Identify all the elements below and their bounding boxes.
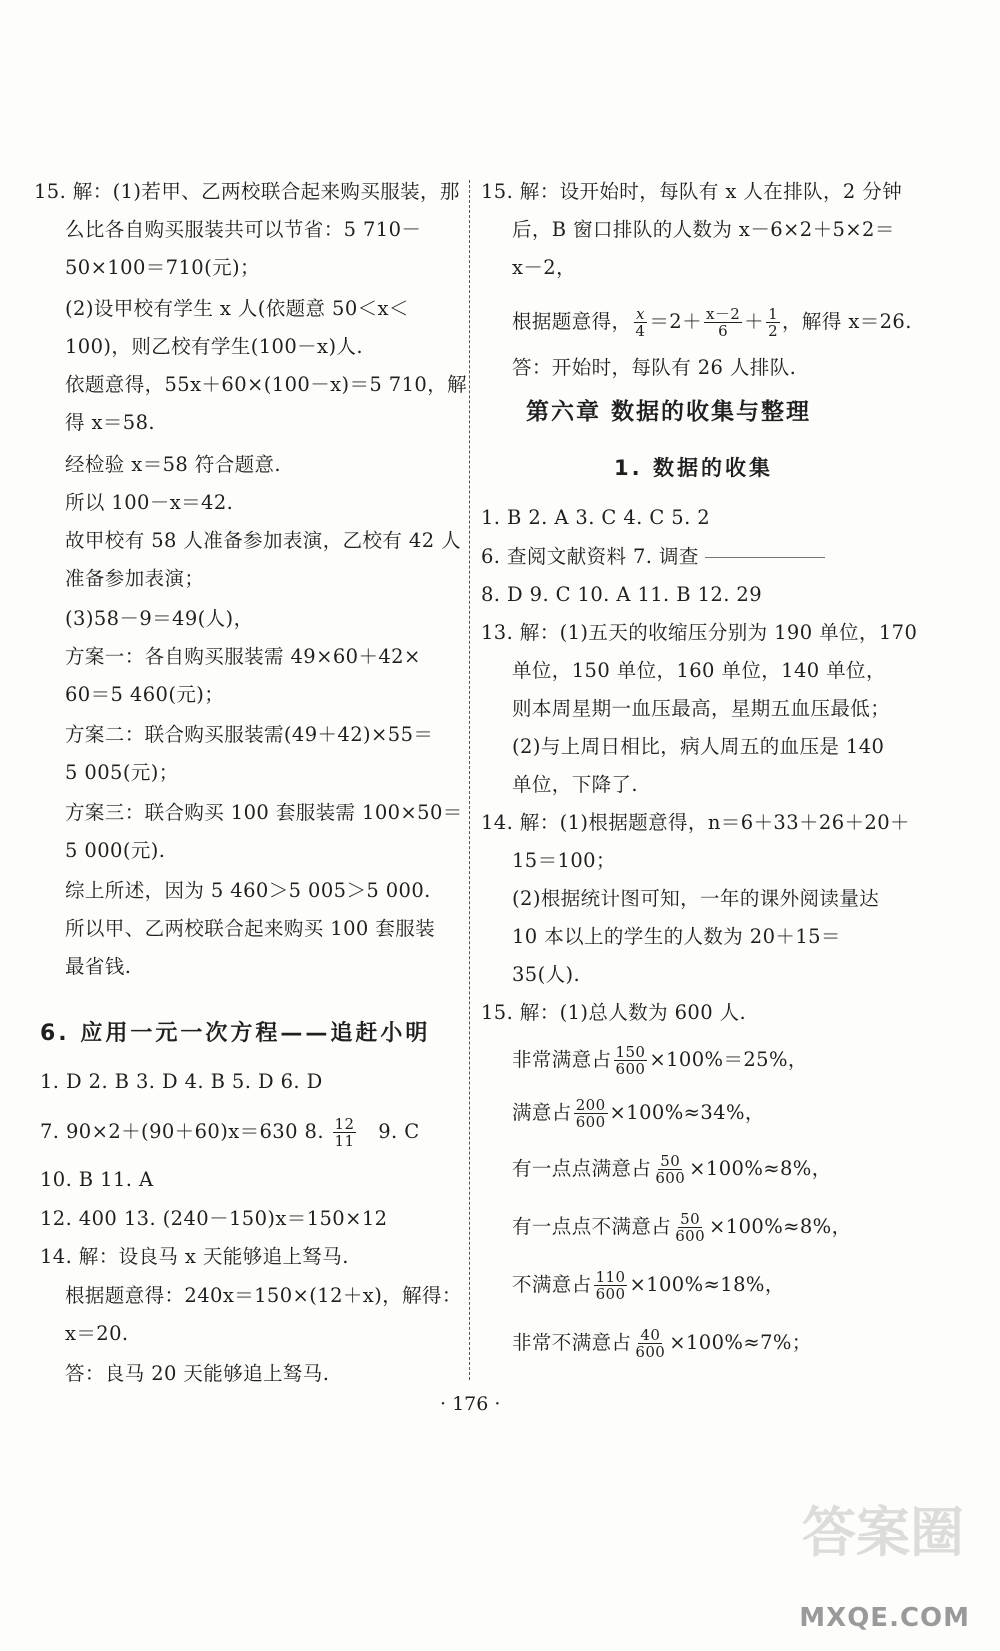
left-q15-line: 得 x＝58.: [65, 411, 156, 434]
left-q14-line: x＝20.: [65, 1322, 129, 1345]
answer-8-fraction: [333, 1116, 357, 1149]
percentage-line: [481, 1097, 765, 1130]
left-q15-line: 综上所述，因为 5 460＞5 005＞5 000.: [65, 879, 431, 902]
right-q13-line: 单位，150 单位，160 单位，140 单位，: [512, 659, 886, 682]
right-q14-line: 15＝100；: [512, 849, 616, 872]
answers-6-7-text: 6. 查阅文献资料 7. 调查: [481, 545, 699, 568]
left-q15-line: 方案二：联合购买服装需(49＋42)×55＝: [65, 723, 434, 746]
percentage-label: 不满意占: [512, 1273, 592, 1296]
blank-underline: [705, 557, 825, 558]
right-q15-equation: [481, 306, 912, 339]
right-q15-answer: 答：开始时，每队有 26 人排队.: [512, 356, 797, 379]
fraction: [704, 306, 742, 339]
fraction: [614, 1044, 648, 1077]
right-q15-line: 15. 解：设开始时，每队有 x 人在排队，2 分钟: [481, 180, 903, 203]
equation-prefix: 根据题意得，: [512, 310, 632, 333]
fraction-denominator: 11: [334, 1132, 355, 1150]
equation-plus: ＋: [744, 310, 765, 333]
page-number: · 176 ·: [440, 1393, 501, 1415]
fraction-denominator: 6: [718, 322, 729, 340]
left-q15-line: 15. 解：(1)若甲、乙两校联合起来购买服装，那: [34, 180, 460, 203]
column-divider: [469, 180, 470, 1380]
section-6-title: 6. 应用一元一次方程——追赶小明: [40, 1021, 431, 1046]
left-q15-line: 50×100＝710(元)；: [65, 256, 260, 279]
right-q14-line: 14. 解：(1)根据题意得，n＝6＋33＋26＋20＋: [481, 811, 910, 834]
fraction-numerator: 150: [615, 1043, 646, 1061]
percentage-label: 有一点点满意占: [512, 1157, 652, 1180]
fraction-numerator: x: [635, 305, 645, 323]
fraction: [574, 1097, 608, 1130]
percentage-result: ×100%≈8%，: [709, 1215, 852, 1238]
fraction-numerator: 50: [680, 1210, 701, 1228]
left-q15-line: 5 000(元).: [65, 839, 166, 862]
fraction-denominator: 600: [655, 1169, 686, 1187]
fraction: [633, 1327, 667, 1360]
fraction-denominator: 600: [575, 1113, 606, 1131]
equation-suffix: ，解得 x＝26.: [782, 310, 912, 333]
fraction-denominator: 2: [768, 322, 779, 340]
left-q15-line: 方案三：联合购买 100 套服装需 100×50＝: [65, 801, 463, 824]
right-q14-line: 35(人).: [512, 963, 581, 986]
answers-6-7: [481, 545, 825, 569]
fraction-numerator: 40: [640, 1326, 661, 1344]
watermark-logo-text: 答案圈: [802, 1501, 964, 1564]
fraction-denominator: 600: [675, 1227, 706, 1245]
left-q15-line: 么比各自购买服装共可以节省：5 710－: [65, 218, 422, 241]
percentage-line: [481, 1327, 812, 1360]
fraction-numerator: 200: [575, 1096, 606, 1114]
percentage-label: 有一点点不满意占: [512, 1215, 672, 1238]
percentage-line: [481, 1269, 785, 1302]
percentage-line: [481, 1044, 808, 1077]
chapter-title: 第六章 数据的收集与整理: [526, 399, 812, 425]
fraction: [653, 1153, 687, 1186]
percentage-line: [481, 1153, 832, 1186]
answers-7-9: [34, 1116, 420, 1149]
left-q15-line: 依题意得，55x＋60×(100－x)＝5 710，解: [65, 373, 468, 396]
percentage-label: 非常满意占: [512, 1048, 612, 1071]
fraction: [673, 1211, 707, 1244]
percentage-result: ×100%≈8%，: [689, 1157, 832, 1180]
fraction-denominator: 600: [635, 1343, 666, 1361]
answers-12-13: 12. 400 13. (240－150)x＝150×12: [40, 1207, 388, 1230]
fraction-numerator: 110: [595, 1268, 626, 1286]
left-q14-line: 答：良马 20 天能够追上驽马.: [65, 1362, 330, 1385]
fraction-numerator: x－2: [705, 305, 741, 323]
right-q15-line: 后，B 窗口排队的人数为 x－6×2＋5×2＝: [512, 218, 895, 241]
left-q15-line: 故甲校有 58 人准备参加表演，乙校有 42 人: [65, 529, 462, 552]
left-q15-line: 所以甲、乙两校联合起来购买 100 套服装: [65, 917, 436, 940]
section-1-title: 1. 数据的收集: [614, 456, 773, 480]
percentage-label: 满意占: [512, 1101, 572, 1124]
fraction-numerator: 50: [660, 1152, 681, 1170]
equation-middle: ＝2＋: [649, 310, 702, 333]
answers-1-5: 1. B 2. A 3. C 4. C 5. 2: [481, 506, 711, 529]
fraction-denominator: 4: [635, 322, 646, 340]
left-q14-line: 根据题意得：240x＝150×(12＋x)，解得：: [65, 1284, 462, 1307]
right-q13-line: 单位，下降了.: [512, 773, 638, 796]
left-q15-line: 准备参加表演；: [65, 567, 205, 590]
percentage-result: ×100%≈34%，: [609, 1101, 765, 1124]
left-q15-line: (3)58－9＝49(人)，: [65, 607, 254, 630]
watermark-logo: [792, 1481, 972, 1601]
fraction-denominator: 600: [595, 1285, 626, 1303]
fraction-numerator: 1: [768, 305, 779, 323]
right-q15b-line: 15. 解：(1)总人数为 600 人.: [481, 1001, 747, 1024]
answer-9-text: 9. C: [378, 1120, 420, 1143]
right-q13-line: 13. 解：(1)五天的收缩压分别为 190 单位，170: [481, 621, 918, 644]
left-q15-line: 5 005(元)；: [65, 761, 179, 784]
right-q14-line: (2)根据统计图可知，一年的课外阅读量达: [512, 887, 880, 910]
fraction: [766, 306, 780, 339]
fraction: [594, 1269, 628, 1302]
left-q15-line: 方案一：各自购买服装需 49×60＋42×: [65, 645, 421, 668]
right-q13-line: 则本周星期一血压最高，星期五血压最低；: [512, 697, 891, 720]
right-q14-line: 10 本以上的学生的人数为 20＋15＝: [512, 925, 841, 948]
answer-7-text: 7. 90×2＋(90＋60)x＝630 8.: [40, 1120, 324, 1143]
fraction: [633, 306, 647, 339]
percentage-label: 非常不满意占: [512, 1331, 632, 1354]
percentage-result: ×100%≈7%；: [669, 1331, 812, 1354]
left-q14-line: 14. 解：设良马 x 天能够追上驽马.: [40, 1245, 349, 1268]
left-q15-line: 最省钱.: [65, 955, 132, 978]
watermark-text: MXQE.COM: [799, 1603, 970, 1633]
left-q15-line: 60＝5 460(元)；: [65, 683, 225, 706]
answers-10-11: 10. B 11. A: [40, 1168, 154, 1191]
right-q13-line: (2)与上周日相比，病人周五的血压是 140: [512, 735, 885, 758]
fraction-denominator: 600: [615, 1060, 646, 1078]
answers-8-12: 8. D 9. C 10. A 11. B 12. 29: [481, 583, 763, 606]
fraction-numerator: 12: [334, 1115, 355, 1133]
left-q15-line: 所以 100－x＝42.: [65, 491, 234, 514]
percentage-line: [481, 1211, 852, 1244]
right-q15-line: x－2，: [512, 256, 577, 279]
left-q15-line: 经检验 x＝58 符合题意.: [65, 453, 282, 476]
percentage-result: ×100%≈18%，: [629, 1273, 785, 1296]
percentage-result: ×100%＝25%，: [649, 1048, 808, 1071]
answers-1-6: 1. D 2. B 3. D 4. B 5. D 6. D: [40, 1070, 323, 1093]
left-q15-line: (2)设甲校有学生 x 人(依题意 50＜x＜: [65, 297, 409, 320]
left-q15-line: 100)，则乙校有学生(100－x)人.: [65, 335, 363, 358]
